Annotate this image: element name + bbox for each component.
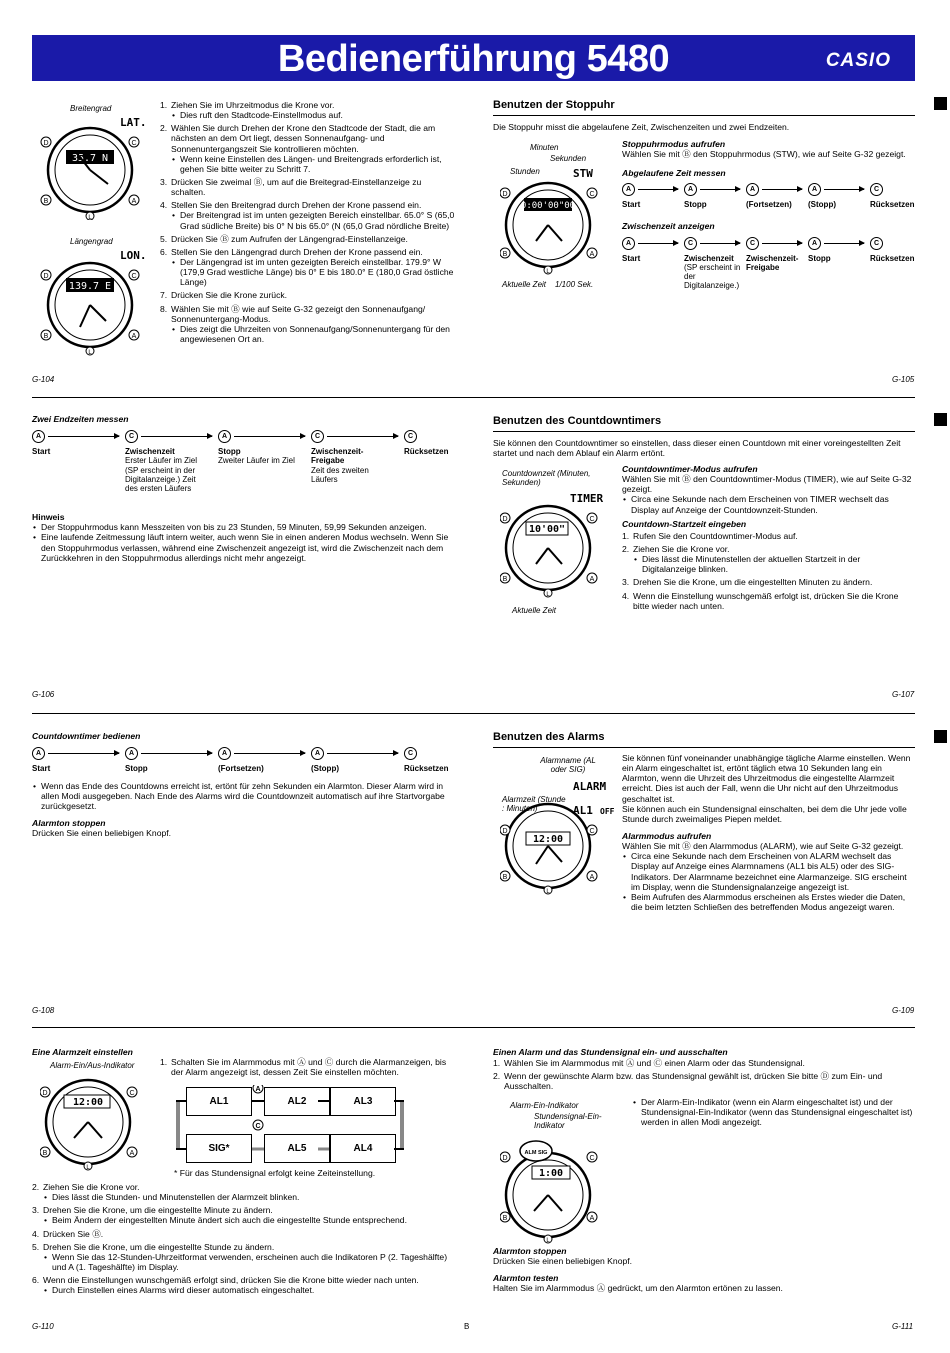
- svg-text:C: C: [589, 191, 595, 198]
- sequence-label: Rücksetzen: [870, 200, 915, 210]
- bullet-text: • Der Alarm-Ein-Indikator (wenn ein Alarm eingeschaltet ist) und der Stundensignal-Ein-Indikator (wenn das Stundensignal eingeschaltet ist) werden in allen Modi angezeigt.: [632, 1097, 916, 1127]
- button-a-icon: A: [311, 747, 324, 760]
- lcd-stw: STW: [573, 167, 593, 180]
- step-text: Wählen Sie durch Drehen der Krone den Stadtcode der Stadt, die am nächsten an dem Ort liegt, dessen Sonnenaufgang- und Sonnenuntergangszeit Sie kontrollieren möchten.: [171, 123, 436, 154]
- step-text: Drehen Sie die Krone, um die eingestellte Minute zu ändern.: [43, 1205, 273, 1216]
- caption-countdown-time: Countdownzeit (Minuten, Sekunden): [502, 469, 591, 488]
- sequence-label: Zwischenzeit-Freigabe Zeit des zweiten Läufers: [311, 447, 369, 484]
- arrow-icon: [700, 189, 740, 190]
- subheading: Eine Alarmzeit einstellen: [32, 1047, 133, 1057]
- svg-text:C: C: [129, 1090, 135, 1097]
- caption-longitude: Längengrad: [70, 237, 113, 246]
- button-a-icon: A: [622, 183, 635, 196]
- button-a-icon: A: [32, 747, 45, 760]
- lcd-alarm-time: 12:00: [532, 834, 564, 845]
- step-item: 6. Wenn die Einstellungen wunschgemäß erfolgt sind, drücken Sie die Krone bitte wieder nach unten. • Durch Einstellen eines Alarms wird dieser automatisch eingeschaltet.: [32, 1275, 452, 1295]
- svg-text:B: B: [42, 1150, 48, 1157]
- button-sequence: [32, 747, 452, 781]
- svg-text:L: L: [88, 215, 92, 220]
- intro-text: Sie können den Countdowntimer so einstellen, dass dieser einen Countdown mit einer voreingestellten Zeit startet und nach dem Ablauf ein Alarm ertönt.: [493, 437, 901, 459]
- step-item: 6. Stellen Sie den Längengrad durch Drehen der Krone passend ein. • Der Längengrad ist im unten gezeigten Bereich einstellbar. 179.9° W (179,9 Grad westliche Länge) bis 0° E bis 180.0° E (180,0 Grad östliche Länge): [160, 247, 456, 288]
- body-text: Halten Sie im Alarmmodus Ⓐ gedrückt, um den Alarmton ertönen zu lassen.: [493, 1283, 783, 1294]
- sequence-label: Zwischenzeit (SP erscheint in der Digitalanzeige.): [684, 253, 741, 291]
- header-banner: [32, 35, 915, 81]
- step-text: Drehen Sie die Krone, um die eingestellten Minuten zu ändern.: [633, 577, 873, 588]
- subheading: Alarmmodus aufrufen: [622, 830, 712, 841]
- button-a-icon: A: [808, 237, 821, 250]
- svg-text:A: A: [589, 251, 595, 258]
- sequence-label: Start: [622, 253, 641, 263]
- casio-logo: CASIO: [825, 50, 891, 71]
- page-number: G-104: [32, 375, 55, 384]
- step-item: 5. Drehen Sie die Krone, um die eingestellte Stunde zu ändern. • Wenn Sie das 12-Stunden-Uhrzeitformat verwenden, erscheinen auch die Indikatoren P (2. Tageshälfte) und A (1. Tageshälfte) im Display.: [32, 1242, 452, 1272]
- body-text: Wählen Sie mit Ⓑ den Alarmmodus (ALARM), wie auf Seite G-32 gezeigt.: [622, 841, 904, 852]
- step-text: Wählen Sie mit Ⓑ wie auf Seite G-32 gezeigt den Sonnenaufgang/ Sonnenuntergang-Modus.: [171, 303, 426, 324]
- arrow-icon: [762, 243, 802, 244]
- arrow-icon: [141, 753, 212, 754]
- sequence-label: Rücksetzen: [870, 253, 915, 263]
- step-bullet: • Wenn Sie das 12-Stunden-Uhrzeitformat verwenden, erscheinen auch die Indikatoren P (2. Tageshälfte) und A (1. Tageshälfte) im Display.: [43, 1252, 452, 1272]
- page-g105: [493, 99, 915, 132]
- button-a-icon: A: [218, 430, 231, 443]
- section-title: Benutzen des Alarms: [493, 731, 915, 748]
- step-bullet: • Beim Ändern der eingestellten Minute ändert sich auch die eingestellte Stunde entsprechend.: [43, 1215, 452, 1225]
- lcd-alm-sig: ALM SIG: [524, 1150, 548, 1156]
- arrow-icon: [638, 243, 678, 244]
- sequence-label: Stopp: [808, 253, 831, 263]
- lcd-time: 1:00: [538, 1168, 564, 1179]
- svg-text:D: D: [43, 273, 49, 280]
- button-a-icon: A: [32, 430, 45, 443]
- note-bullet: • Der Stoppuhrmodus kann Messzeiten von bis zu 23 Stunden, 59 Minuten, 59,99 Sekunden anzeigen.: [32, 522, 452, 532]
- sequence-label: Start: [32, 764, 51, 774]
- button-c-icon: C: [870, 237, 883, 250]
- bullet-text: • Beim Aufrufen des Alarmmodus erscheinen als Erstes wieder die Daten, die beim letzten Schließen des betreffenden Modus angezeigt waren.: [622, 892, 916, 912]
- step-text: Stellen Sie den Breitengrad durch Drehen der Krone passend ein.: [171, 200, 422, 211]
- svg-text:L: L: [86, 1165, 90, 1171]
- button-c-icon: C: [404, 430, 417, 443]
- body-text: Drücken Sie einen beliebigen Knopf.: [493, 1256, 633, 1267]
- lcd-lon: LON.: [120, 249, 147, 262]
- svg-text:A: A: [131, 198, 137, 205]
- note-bullet: • Eine laufende Zeitmessung läuft intern weiter, auch wenn Sie in einen anderen Modus wechseln. Wenn Sie den Stoppuhrmodus verlassen, während eine Zwischenzeit angezeigt ist, wird die Zwischenzeit nach dem Zurückkehren in den Stoppuhrmodus allerdings nicht mehr angezeigt.: [32, 532, 452, 562]
- arrow-icon: [141, 436, 212, 437]
- footnote: * Für das Stundensignal erfolgt keine Zeiteinstellung.: [174, 1168, 376, 1178]
- sequence-label: (Stopp): [311, 764, 339, 774]
- bullet-text: • Wenn das Ende des Countdowns erreicht ist, ertönt für zehn Sekunden ein Alarmton. Dieser Alarm wird in allen Modi ausgegeben. Nach Ende des Alarms wird die Countdownzeit automatisch auf ihre Startvorgabe zurückgesetzt.: [32, 781, 452, 811]
- svg-text:C: C: [255, 1123, 261, 1130]
- sequence-label: Rücksetzen: [404, 764, 449, 774]
- page-tab-marker: [934, 97, 947, 110]
- svg-text:D: D: [43, 140, 49, 147]
- step-text: Wählen Sie im Alarmmodus mit Ⓐ und Ⓒ einen Alarm oder das Stundensignal.: [504, 1058, 805, 1069]
- intro-text: Die Stoppuhr misst die abgelaufene Zeit, Zwischenzeiten und zwei Endzeiten.: [493, 121, 790, 132]
- subheading: Zwischenzeit anzeigen: [622, 221, 715, 232]
- subheading: Countdown-Startzeit eingeben: [622, 518, 747, 529]
- sequence-label: Rücksetzen: [404, 447, 449, 457]
- step-text: Drücken Sie Ⓑ zum Aufrufen der Längengrad-Einstellanzeige.: [171, 233, 408, 244]
- intro-text: Sie können fünf voneinander unabhängige tägliche Alarme einstellen. Wenn ein Alarm eingeschaltet ist, ertönt täglich etwa 10 Sekunden lang ein Alarmton, wenn die Uhrzeit des Uhrzeitmodus die eingestellte Alarmzeit erreicht. Dies ist auch der Fall, wenn die Uhr nicht auf den Uhrzeitmodus geschaltet ist.: [622, 753, 911, 804]
- svg-text:C: C: [131, 140, 137, 147]
- page-divider: [32, 397, 915, 398]
- step-item: 4. Stellen Sie den Breitengrad durch Drehen der Krone passend ein. • Der Breitengrad ist im unten gezeigten Bereich einstellbar. 65.0° S (65,0 Grad südliche Breite) bis 0° N bis 65.0° (N (65,0 Grad nördliche Breite): [160, 200, 456, 230]
- step-text: Ziehen Sie die Krone vor.: [633, 543, 730, 554]
- arrow-icon: [48, 753, 119, 754]
- subheading: Einen Alarm und das Stundensignal ein- und ausschalten: [493, 1047, 728, 1057]
- alarm-box-al2: AL2: [264, 1087, 330, 1116]
- watch-illustration: [40, 1066, 145, 1176]
- caption-alarm-time: Alarmzeit (Stunde : Minuten): [502, 795, 566, 814]
- page-g109: [493, 731, 915, 748]
- svg-text:C: C: [589, 828, 595, 835]
- svg-text:L: L: [88, 350, 92, 356]
- lcd-countdown: 10'00": [528, 524, 566, 535]
- alarm-box-al5: AL5: [264, 1134, 330, 1163]
- svg-text:L: L: [546, 889, 550, 895]
- subheading: Alarmton stoppen: [493, 1246, 567, 1256]
- button-sequence: [622, 237, 916, 293]
- button-c-icon: C: [746, 237, 759, 250]
- body-text: Wählen Sie mit Ⓑ den Countdowntimer-Modus (TIMER), wie auf Seite G-32 gezeigt.: [622, 474, 912, 495]
- button-c-icon: C: [684, 237, 697, 250]
- arrow-icon: [234, 753, 305, 754]
- button-a-icon: A: [808, 183, 821, 196]
- step-bullet: • Durch Einstellen eines Alarms wird dieser automatisch eingeschaltet.: [43, 1285, 452, 1295]
- arrow-icon: [327, 753, 398, 754]
- alarm-box-al3: AL3: [330, 1087, 396, 1116]
- subheading: Countdowntimer bedienen: [32, 731, 141, 741]
- step-item: 5. Drücken Sie Ⓑ zum Aufrufen der Längengrad-Einstellanzeige.: [160, 233, 408, 244]
- watch-illustration: [500, 1133, 605, 1247]
- step-text: Wenn die Einstellung wunschgemäß erfolgt ist, drücken Sie die Krone bitte wieder nach unten.: [633, 590, 899, 611]
- svg-text:B: B: [502, 576, 508, 583]
- alarm-box-al1: AL1: [186, 1087, 252, 1116]
- step-item: 1. Wählen Sie im Alarmmodus mit Ⓐ und Ⓒ einen Alarm oder das Stundensignal.: [493, 1058, 805, 1069]
- section-title: Benutzen der Stoppuhr: [493, 99, 915, 116]
- step-item: 2. Ziehen Sie die Krone vor. • Dies lässt die Stunden- und Minutenstellen der Alarmzeit blinken.: [32, 1182, 452, 1202]
- step-item: 1. Rufen Sie den Countdowntimer-Modus auf.: [622, 530, 798, 541]
- button-c-icon: C: [404, 747, 417, 760]
- svg-text:L: L: [546, 269, 550, 275]
- page-tab-marker: [934, 413, 947, 426]
- caption-alarm-on-indicator: Alarm-Ein-Indikator: [510, 1101, 579, 1110]
- step-one: 1. Schalten Sie im Alarmmodus mit Ⓐ und Ⓒ durch die Alarmanzeigen, bis der Alarm angezeigt ist, dessen Zeit Sie einstellen möchten.: [160, 1057, 447, 1078]
- svg-text:C: C: [589, 1155, 595, 1162]
- step-text: Ziehen Sie im Uhrzeitmodus die Krone vor.: [171, 100, 335, 110]
- step-bullet: • Dies ruft den Stadtcode-Einstellmodus auf.: [171, 110, 456, 120]
- arrow-icon: [638, 189, 678, 190]
- svg-text:A: A: [589, 1215, 595, 1222]
- lcd-off: OFF: [600, 807, 615, 816]
- svg-text:A: A: [129, 1150, 135, 1157]
- watch-illustration: [500, 776, 618, 898]
- page-g110-steps: [32, 1182, 452, 1298]
- sheet-mark: B: [464, 1322, 470, 1331]
- sequence-label: Zwischenzeit-Freigabe: [746, 253, 799, 272]
- svg-text:C: C: [131, 273, 137, 280]
- button-a-icon: A: [125, 747, 138, 760]
- page-divider: [32, 713, 915, 714]
- bullet-text: • Circa eine Sekunde nach dem Erscheinen von ALARM wechselt das Display auf Anzeige eines Alarmnamens (AL1 bis AL5) oder des SIG-Indikators. Der Alarmname bezeichnet eine Alarmanzeige. SIG erscheint im Display, wenn die Stundensignalanzeige angezeigt ist.: [622, 851, 916, 892]
- caption-current-time: Aktuelle Zeit: [502, 280, 547, 289]
- sequence-label: Start: [622, 200, 641, 210]
- page-g107-instructions: [622, 464, 916, 614]
- subheading: Alarmton stoppen: [32, 817, 106, 828]
- caption-alarm-name: Alarmname (AL oder SIG): [540, 756, 596, 775]
- page-number: G-105: [892, 375, 915, 384]
- body-text: Drücken Sie einen beliebigen Knopf.: [32, 827, 172, 838]
- caption-hundredths: 1/100 Sek.: [555, 280, 594, 289]
- arrow-icon: [48, 436, 119, 437]
- step-bullet: • Dies zeigt die Uhrzeiten von Sonnenaufgang/Sonnenuntergang für den angewiesenen Ort an.: [171, 324, 456, 344]
- svg-text:L: L: [546, 592, 550, 598]
- manual-title: Bedienerführung 5480: [277, 38, 670, 80]
- svg-text:B: B: [43, 333, 49, 340]
- caption-alarm-indicator: Alarm-Ein/Aus-Indikator: [50, 1061, 135, 1070]
- button-a-icon: A: [622, 237, 635, 250]
- button-c-icon: C: [311, 430, 324, 443]
- svg-text:D: D: [502, 516, 508, 523]
- sequence-label: Stopp Zweiter Läufer im Ziel: [218, 447, 295, 466]
- svg-text:A: A: [255, 1086, 261, 1093]
- arrow-icon: [762, 189, 802, 190]
- button-a-icon: A: [746, 183, 759, 196]
- page-g107: [493, 415, 915, 458]
- button-a-icon: A: [684, 183, 697, 196]
- sequence-label: (Stopp): [808, 200, 836, 210]
- page-g109-instructions: [622, 753, 916, 912]
- caption-signal-on-indicator: Stundensignal-Ein-Indikator: [534, 1112, 602, 1131]
- step-text: Stellen Sie den Längengrad durch Drehen der Krone passend ein.: [171, 246, 423, 257]
- caption-current-time: Aktuelle Zeit: [512, 606, 557, 615]
- step-text: Rufen Sie den Countdowntimer-Modus auf.: [633, 530, 798, 541]
- alarm-box-al4: AL4: [330, 1134, 396, 1163]
- step-bullet: • Der Breitengrad ist im unten gezeigten Bereich einstellbar. 65.0° S (65,0 Grad südliche Breite) bis 0° N bis 65.0° (N (65,0 Grad nördliche Breite): [171, 210, 456, 230]
- sequence-label: (Fortsetzen): [746, 200, 792, 210]
- svg-text:L: L: [546, 1238, 550, 1244]
- step-text: Drücken Sie die Krone zurück.: [171, 290, 288, 301]
- svg-text:A: A: [589, 576, 595, 583]
- subheading: Abgelaufene Zeit messen: [622, 168, 726, 179]
- button-c-icon: C: [125, 430, 138, 443]
- svg-text:A: A: [589, 874, 595, 881]
- step-bullet: • Wenn keine Einstellen des Längen- und Breitengrads erforderlich ist, gehen Sie bitte weiter zu Schritt 7.: [171, 154, 456, 174]
- step-item: 3. Drehen Sie die Krone, um die eingestellte Minute zu ändern. • Beim Ändern der eingestellten Minute ändert sich auch die eingestellte Stunde entsprechend.: [32, 1205, 452, 1225]
- svg-text:D: D: [42, 1090, 48, 1097]
- svg-text:D: D: [502, 191, 508, 198]
- step-item: 7. Drücken Sie die Krone zurück.: [160, 290, 288, 301]
- page-number: G-108: [32, 1006, 55, 1015]
- page-number: G-106: [32, 690, 55, 699]
- subheading: Stoppuhrmodus aufrufen: [622, 139, 726, 149]
- page-g108: [32, 731, 452, 838]
- svg-text:B: B: [502, 874, 508, 881]
- page-tab-marker: [934, 730, 947, 743]
- step-text: Schalten Sie im Alarmmodus mit Ⓐ und Ⓒ durch die Alarmanzeigen, bis der Alarm angezeigt ist, dessen Zeit Sie einstellen möchten.: [171, 1057, 447, 1078]
- arrow-icon: [327, 436, 398, 437]
- button-a-icon: A: [218, 747, 231, 760]
- bullet-text: • Circa eine Sekunde nach dem Erscheinen von TIMER wechselt das Display auf Anzeige der Countdownzeit-Stunden.: [622, 494, 916, 514]
- step-text: Wenn der gewünschte Alarm bzw. das Stundensignal gewählt ist, drücken Sie bitte Ⓓ zum Ein- und Ausschalten.: [504, 1071, 883, 1092]
- svg-text:0:00'00"00: 0:00'00"00: [520, 201, 576, 211]
- lcd-alarm-time: 12:00: [72, 1097, 104, 1108]
- button-sequence: [622, 183, 916, 219]
- page-g105-instructions: [622, 139, 916, 293]
- page-number: G-109: [892, 1006, 915, 1015]
- step-text: Drehen Sie die Krone, um die eingestellte Stunde zu ändern.: [43, 1241, 275, 1252]
- watch-illustration: [500, 163, 605, 277]
- button-c-icon: C: [870, 183, 883, 196]
- sequence-label: Stopp: [125, 764, 148, 774]
- sequence-label: Zwischenzeit Erster Läufer im Ziel (SP erscheint in der Digitalanzeige.) Zeit des ersten Läufers: [125, 447, 198, 493]
- step-item: 2. Wenn der gewünschte Alarm bzw. das Stundensignal gewählt ist, drücken Sie bitte Ⓓ zum Ein- und Ausschalten.: [493, 1071, 883, 1092]
- caption-hours: Stunden: [510, 167, 540, 176]
- arrow-icon: [824, 189, 864, 190]
- sequence-label: Stopp: [684, 200, 707, 210]
- step-item: 1. Ziehen Sie im Uhrzeitmodus die Krone vor. • Dies ruft den Stadtcode-Einstellmodus auf.: [160, 100, 456, 120]
- page-number: G-107: [892, 690, 915, 699]
- page-number: G-111: [892, 1322, 914, 1331]
- svg-text:B: B: [43, 198, 49, 205]
- arrow-icon: [234, 436, 305, 437]
- page-divider: [32, 1027, 915, 1028]
- svg-text:B: B: [502, 251, 508, 258]
- button-sequence: [32, 430, 452, 514]
- step-item: 4. Drücken Sie Ⓑ.: [32, 1228, 104, 1239]
- section-title: Benutzen des Countdowntimers: [493, 415, 915, 432]
- svg-text:139.7 E: 139.7 E: [68, 281, 112, 292]
- body-text: Wählen Sie mit Ⓑ den Stoppuhrmodus (STW), wie auf Seite G-32 gezeigt.: [622, 149, 906, 160]
- page-g106: [32, 414, 452, 563]
- page-g104-steps: [160, 100, 456, 347]
- step-bullet: • Dies lässt die Minutenstellen der aktuellen Startzeit in der Digitalanzeige blinken.: [633, 554, 916, 574]
- page-number: G-110: [32, 1322, 54, 1331]
- step-bullet: • Dies lässt die Stunden- und Minutenstellen der Alarmzeit blinken.: [43, 1192, 452, 1202]
- svg-text:B: B: [502, 1215, 508, 1222]
- step-item: 8. Wählen Sie mit Ⓑ wie auf Seite G-32 gezeigt den Sonnenaufgang/ Sonnenuntergang-Modus. • Dies zeigt die Uhrzeiten von Sonnenaufgang/Sonnenuntergang für den angewiesenen Ort an.: [160, 304, 456, 345]
- svg-text:C: C: [589, 516, 595, 523]
- step-item: 3. Drehen Sie die Krone, um die eingestellten Minuten zu ändern.: [622, 577, 873, 588]
- subheading: Alarmton testen: [493, 1273, 559, 1284]
- step-text: Ziehen Sie die Krone vor.: [43, 1182, 140, 1192]
- alarm-cycle-diagram: [172, 1085, 408, 1165]
- svg-text:35.7 N: 35.7 N: [71, 153, 109, 164]
- caption-latitude: Breitengrad: [70, 104, 112, 113]
- step-bullet: • Der Längengrad ist im unten gezeigten Bereich einstellbar. 179.9° W (179,9 Grad westliche Länge) bis 0° E bis 180.0° E (180,0 Grad östliche Länge): [171, 257, 456, 287]
- step-item: 3. Drücken Sie zweimal Ⓑ, um auf die Breitegrad-Einstellanzeige zu schalten.: [160, 176, 422, 198]
- svg-text:A: A: [131, 333, 137, 340]
- step-text: Drücken Sie zweimal Ⓑ, um auf die Breitegrad-Einstellanzeige zu schalten.: [171, 176, 422, 198]
- intro-text: Sie können auch ein Stundensignal einschalten, bei dem die Uhr jede volle Stunde durch zweimaliges Piepen meldet.: [622, 803, 907, 824]
- subheading: Zwei Endzeiten messen: [32, 414, 129, 424]
- alarm-box-sig: SIG*: [186, 1134, 252, 1163]
- lcd-timer: TIMER: [570, 492, 604, 505]
- note-heading: Hinweis: [32, 512, 65, 523]
- watch-illustration: [40, 245, 150, 359]
- subheading: Countdowntimer-Modus aufrufen: [622, 464, 758, 474]
- step-item: 4. Wenn die Einstellung wunschgemäß erfolgt ist, drücken Sie die Krone bitte wieder nach unten.: [622, 590, 899, 611]
- page-g111-bottom: [493, 1246, 915, 1294]
- page-g110: [32, 1047, 452, 1057]
- watch-illustration: [500, 486, 605, 600]
- page-g111: [493, 1047, 915, 1095]
- sequence-label: (Fortsetzen): [218, 764, 264, 774]
- step-item: 2. Wählen Sie durch Drehen der Krone den Stadtcode der Stadt, die am nächsten an dem Ort liegt, dessen Sonnenaufgang- und Sonnenuntergangszeit Sie kontrollieren möchten. • Wenn keine Einstellen des Längen- und Breitengrads erforderlich ist, gehen Sie bitte weiter zu Schritt 7.: [160, 123, 456, 174]
- lcd-alarm: ALARM: [573, 780, 607, 793]
- step-item: 2. Ziehen Sie die Krone vor. • Dies lässt die Minutenstellen der aktuellen Startzeit in der Digitalanzeige blinken.: [622, 544, 916, 574]
- svg-text:D: D: [502, 828, 508, 835]
- step-text: Wenn die Einstellungen wunschgemäß erfolgt sind, drücken Sie die Krone bitte wieder nach unten.: [43, 1275, 419, 1286]
- caption-minutes: Minuten: [530, 143, 559, 152]
- sequence-label: Start: [32, 447, 51, 457]
- lcd-al1: AL1: [573, 804, 593, 817]
- arrow-icon: [700, 243, 740, 244]
- lcd-lat: LAT.: [120, 116, 147, 129]
- step-text: Drücken Sie Ⓑ.: [43, 1228, 104, 1239]
- caption-seconds: Sekunden: [550, 154, 587, 163]
- watch-illustration: [40, 112, 150, 222]
- arrow-icon: [824, 243, 864, 244]
- svg-text:D: D: [502, 1155, 508, 1162]
